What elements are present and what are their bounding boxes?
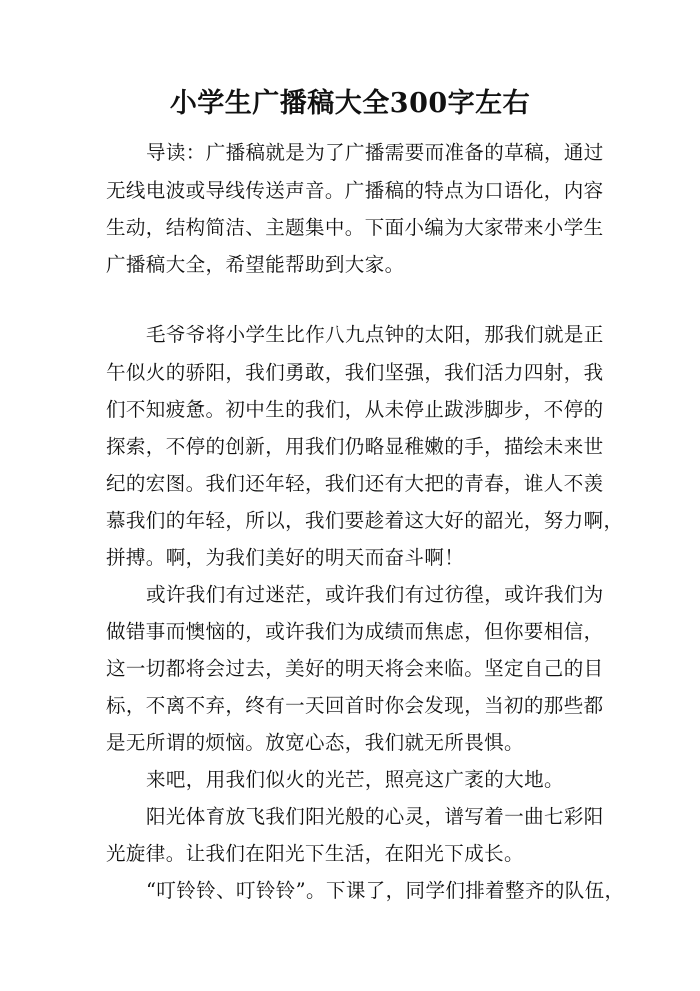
intro-line-3: 生动，结构简洁、主题集中。下面小编为大家带来小学生 [106, 216, 604, 239]
body-line-4: 探索，不停的创新，用我们仍略显稚嫩的手，描绘未来世 [106, 435, 604, 458]
body-line-14: 阳光体育放飞我们阳光般的心灵，谱写着一曲七彩阳 [146, 805, 604, 828]
body-line-11: 标，不离不弃，终有一天回首时你会发现，当初的那些都 [106, 694, 604, 717]
body-line-6: 慕我们的年轻，所以，我们要趁着这大好的韶光，努力啊， [106, 509, 624, 532]
document-title: 小学生广播稿大全300字左右 [169, 88, 531, 119]
body-line-1: 毛爷爷将小学生比作八九点钟的太阳，那我们就是正 [146, 323, 604, 346]
body-line-16: “叮铃铃、叮铃铃”。下课了，同学们排着整齐的队伍， [146, 879, 625, 902]
intro-line-4: 广播稿大全，希望能帮助到大家。 [106, 253, 405, 276]
body-line-2: 午似火的骄阳，我们勇敢，我们坚强，我们活力四射，我 [106, 361, 604, 384]
body-line-12: 是无所谓的烦恼。放宽心态，我们就无所畏惧。 [106, 731, 524, 754]
body-line-8: 或许我们有过迷茫，或许我们有过彷徨，或许我们为 [146, 583, 604, 606]
body-line-3: 们不知疲惫。初中生的我们，从未停止跋涉脚步，不停的 [106, 398, 604, 421]
body-line-5: 纪的宏图。我们还年轻，我们还有大把的青春，谁人不羡 [106, 472, 604, 495]
body-line-13: 来吧，用我们似火的光芒，照亮这广袤的大地。 [146, 768, 564, 791]
body-line-9: 做错事而懊恼的，或许我们为成绩而焦虑，但你要相信， [106, 620, 604, 643]
body-line-10: 这一切都将会过去，美好的明天将会来临。坚定自己的目 [106, 657, 604, 680]
body-line-15: 光旋律。让我们在阳光下生活，在阳光下成长。 [106, 842, 524, 865]
intro-line-1: 导读：广播稿就是为了广播需要而准备的草稿，通过 [146, 141, 604, 164]
intro-line-2: 无线电波或导线传送声音。广播稿的特点为口语化，内容 [106, 179, 604, 202]
body-line-7: 拼搏。啊，为我们美好的明天而奋斗啊！ [106, 546, 465, 569]
